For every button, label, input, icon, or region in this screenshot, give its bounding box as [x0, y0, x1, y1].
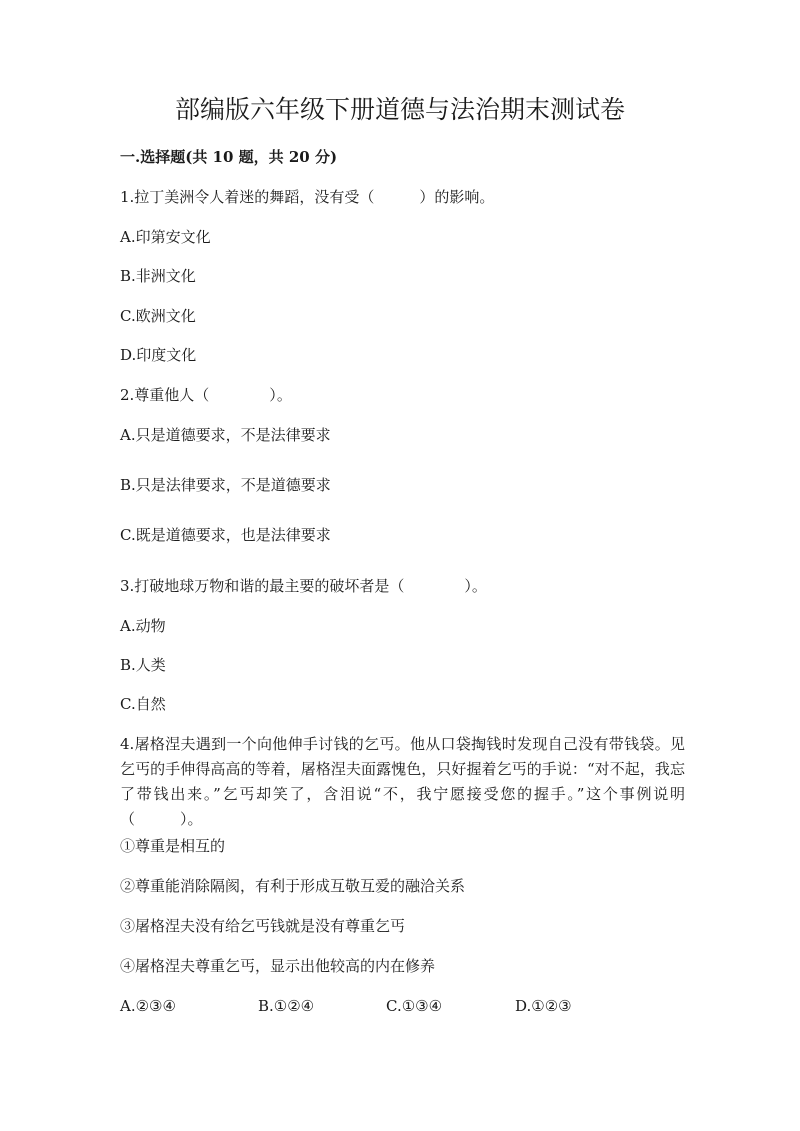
- question-2-option-c: C.既是道德要求，也是法律要求: [120, 526, 331, 544]
- question-2-option-b: B.只是法律要求，不是道德要求: [120, 476, 331, 494]
- question-1-stem: 1.拉丁美洲令人着迷的舞蹈，没有受（ ）的影响。: [120, 188, 495, 206]
- question-1-option-a: A.印第安文化: [120, 228, 211, 246]
- page-title: 部编版六年级下册道德与法治期末测试卷: [174, 95, 625, 124]
- question-3-stem: 3.打破地球万物和谐的最主要的破坏者是（ ）。: [120, 577, 487, 595]
- question-4-option-a: A.②③④: [120, 997, 176, 1015]
- question-1-option-b: B.非洲文化: [120, 267, 196, 285]
- question-2-option-a: A.只是道德要求，不是法律要求: [120, 426, 331, 444]
- question-3-option-c: C.自然: [120, 695, 166, 713]
- question-4-stem: 4.屠格涅夫遇到一个向他伸手讨钱的乞丐。他从口袋掏钱时发现自己没有带钱袋。见乞丐的手伸得高高的等着，屠格涅夫面露愧色，只好握着乞丐的手说：“对不起，我忘了带钱出来。”乞丐却笑了，含泪说“不，我宁愿接受您的握手。”这个事例说明（ ）。: [120, 735, 685, 828]
- question-4-statement-1: ①尊重是相互的: [120, 837, 226, 855]
- question-1-option-d: D.印度文化: [120, 346, 197, 364]
- question-4-option-c: C.①③④: [386, 997, 443, 1015]
- question-4-statement-2: ②尊重能消除隔阂，有利于形成互敬互爱的融洽关系: [120, 877, 466, 895]
- question-3-option-a: A.动物: [120, 617, 166, 635]
- question-3-option-b: B.人类: [120, 656, 166, 674]
- question-4-statement-3: ③屠格涅夫没有给乞丐钱就是没有尊重乞丐: [120, 917, 406, 935]
- question-4-option-b: B.①②④: [258, 997, 315, 1015]
- question-2-stem: 2.尊重他人（ ）。: [120, 386, 292, 404]
- question-4-option-d: D.①②③: [515, 997, 572, 1015]
- question-4-statement-4: ④屠格涅夫尊重乞丐，显示出他较高的内在修养: [120, 957, 436, 975]
- section-heading: 一.选择题(共 10 题，共 20 分): [120, 148, 338, 166]
- question-1-option-c: C.欧洲文化: [120, 307, 196, 325]
